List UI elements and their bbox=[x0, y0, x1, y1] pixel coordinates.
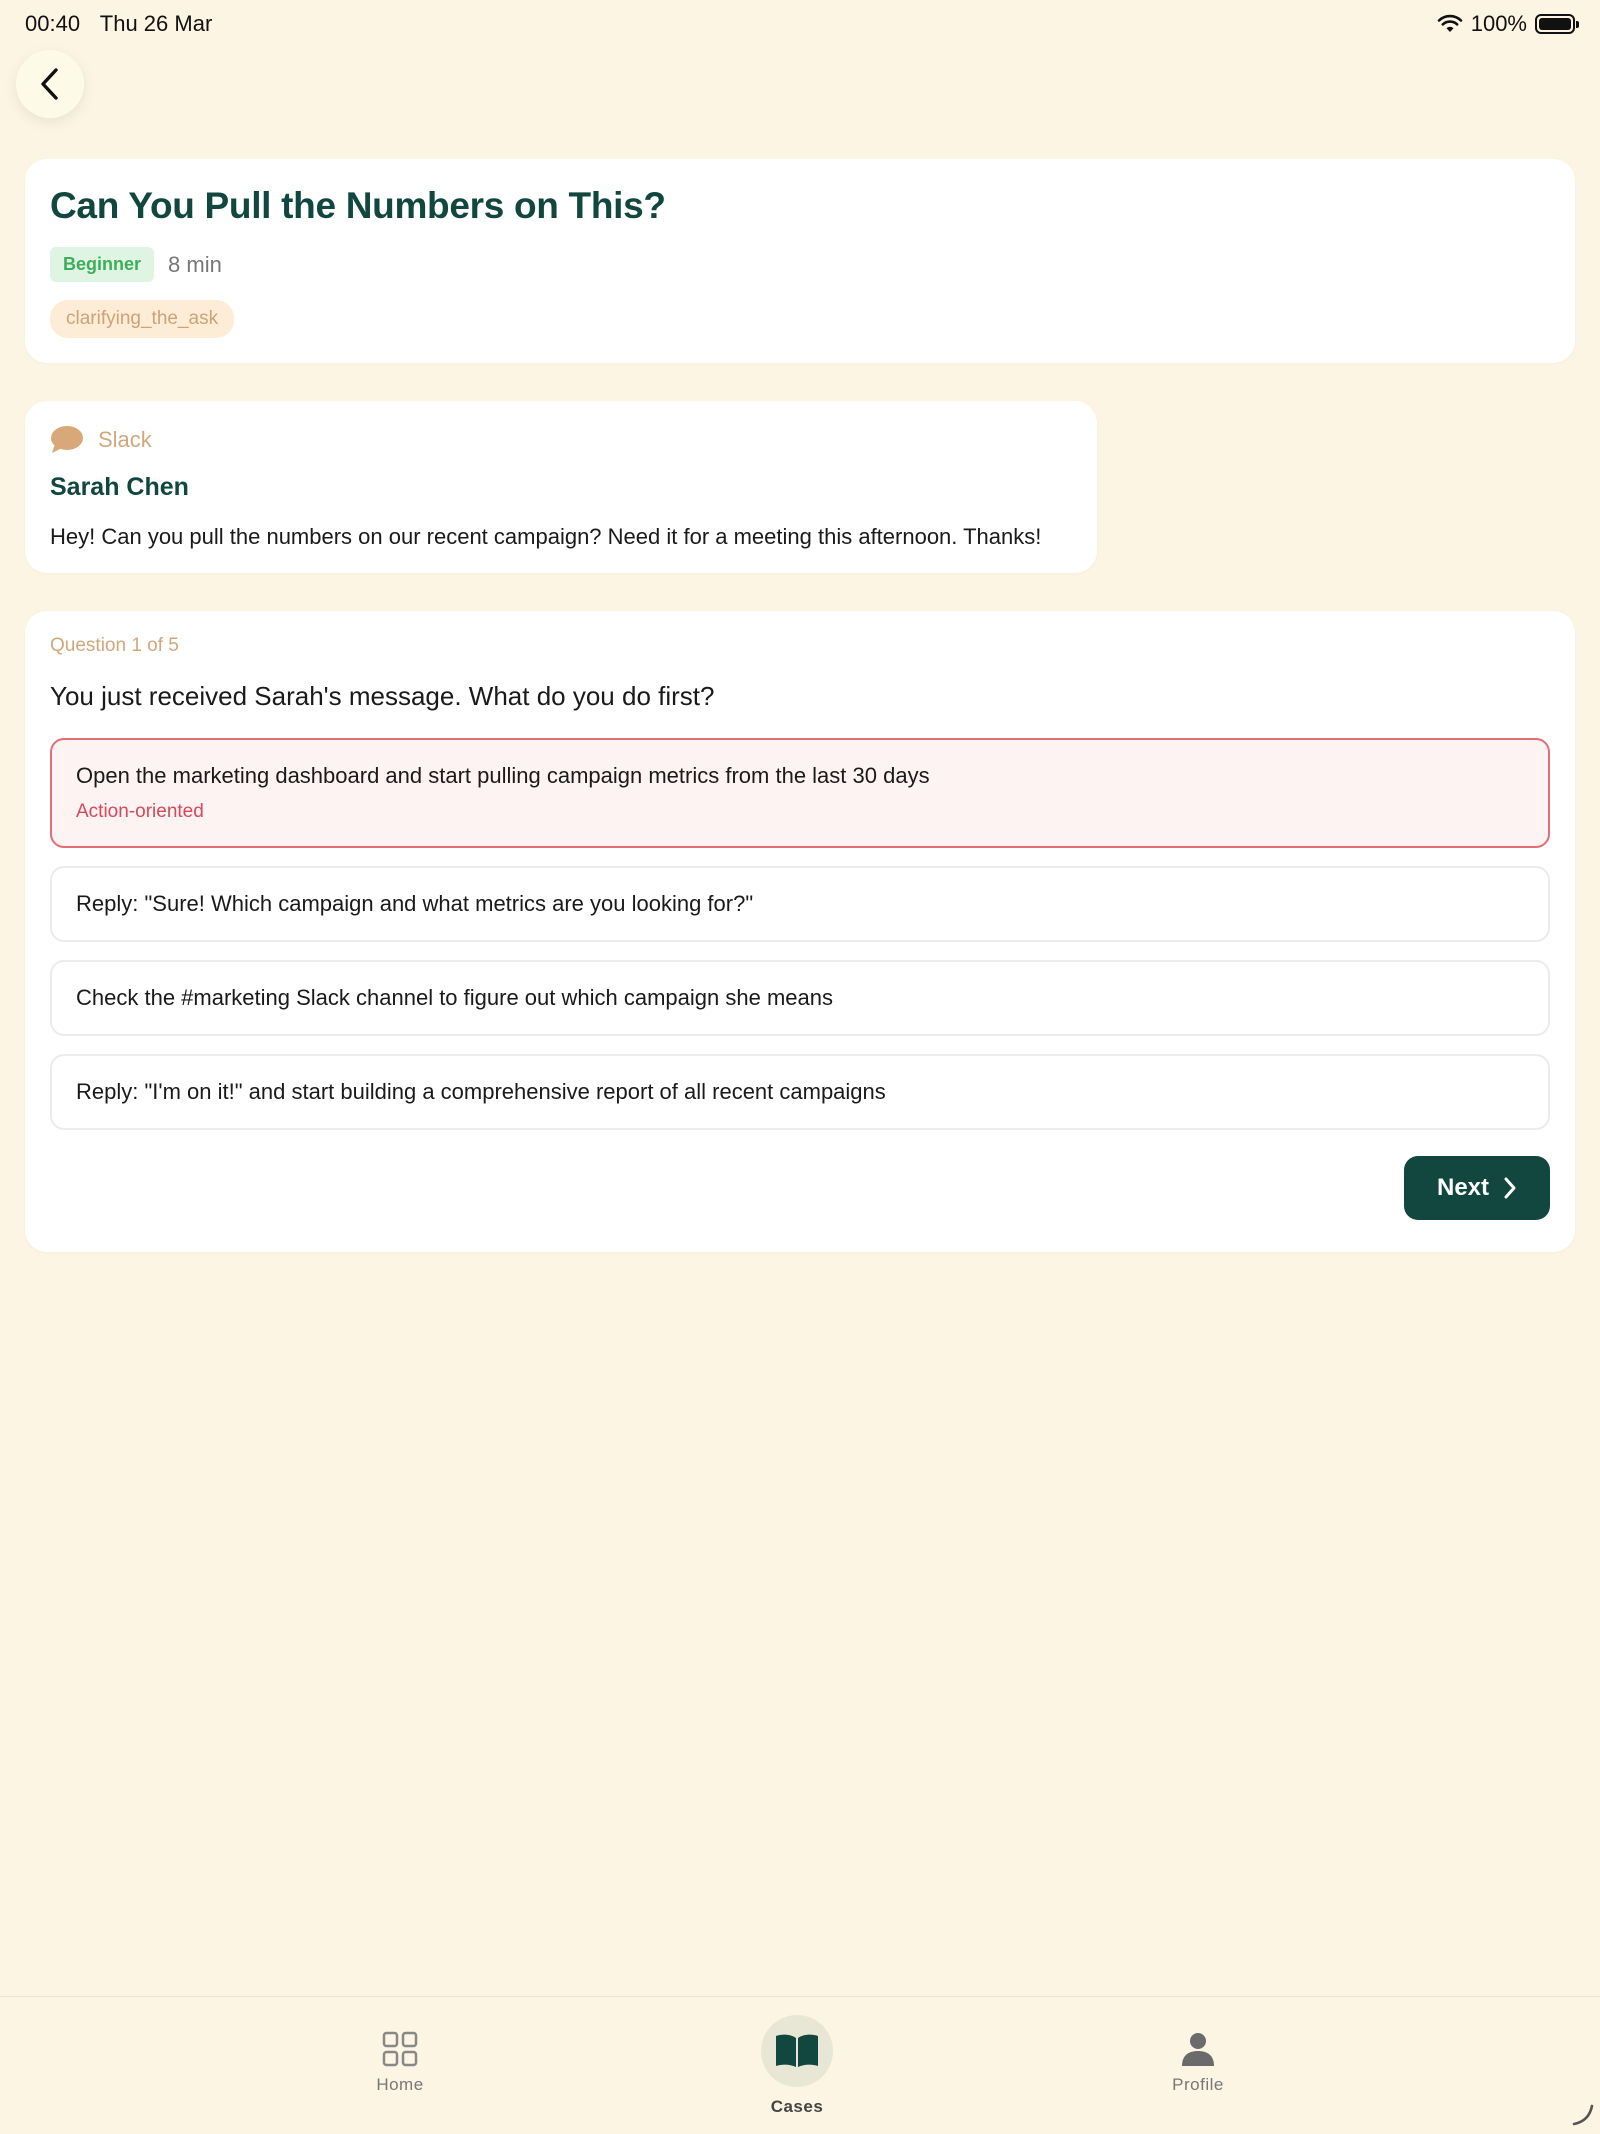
answer-option-4[interactable] bbox=[50, 1054, 1550, 1130]
wifi-icon bbox=[1437, 14, 1463, 34]
next-row bbox=[50, 1156, 1550, 1220]
duration-label: 8 min bbox=[168, 251, 222, 277]
answer-options bbox=[50, 738, 1550, 1130]
sender-name: Sarah Chen bbox=[50, 473, 189, 501]
resize-handle-icon bbox=[1572, 2104, 1594, 2126]
open-book-icon bbox=[774, 2032, 820, 2070]
battery-percent: 100% bbox=[1470, 11, 1527, 36]
next-button[interactable] bbox=[1404, 1156, 1550, 1220]
battery-icon bbox=[1535, 14, 1575, 34]
chevron-right-icon bbox=[1503, 1176, 1517, 1200]
chat-bubble-icon bbox=[50, 425, 84, 455]
question-counter: Question 1 of 5 bbox=[50, 635, 179, 656]
status-date: Thu 26 Mar bbox=[99, 11, 213, 36]
page-title: Can You Pull the Numbers on This? bbox=[50, 185, 666, 226]
question-card bbox=[25, 611, 1575, 1252]
answer-option-text: Reply: "I'm on it!" and start building a comprehensive report of all recent campaigns bbox=[76, 1079, 886, 1104]
message-source-row bbox=[50, 425, 1072, 455]
tab-profile-label: Profile bbox=[1172, 2075, 1224, 2094]
tab-profile[interactable] bbox=[1160, 2031, 1236, 2095]
message-card bbox=[25, 401, 1097, 573]
question-text: You just received Sarah's message. What do you do first? bbox=[50, 681, 715, 711]
person-icon bbox=[1180, 2031, 1216, 2067]
answer-option-hint: Action-oriented bbox=[76, 801, 204, 822]
tab-cases-active-indicator bbox=[761, 2015, 833, 2087]
battery-fill bbox=[1539, 18, 1571, 30]
answer-option-1[interactable] bbox=[50, 738, 1550, 848]
chevron-left-icon bbox=[38, 67, 62, 101]
difficulty-badge: Beginner bbox=[50, 247, 154, 282]
status-time: 00:40 bbox=[25, 11, 81, 36]
answer-option-text: Open the marketing dashboard and start pulling campaign metrics from the last 30 days bbox=[76, 763, 930, 788]
message-text: Hey! Can you pull the numbers on our recent campaign? Need it for a meeting this afternoon. Thanks! bbox=[50, 524, 1042, 549]
message-source-label: Slack bbox=[98, 427, 152, 452]
tab-cases[interactable] bbox=[760, 2015, 834, 2117]
status-right bbox=[1437, 11, 1575, 37]
meta-row bbox=[50, 247, 1550, 282]
status-left bbox=[25, 11, 226, 37]
answer-option-text: Check the #marketing Slack channel to figure out which campaign she means bbox=[76, 985, 833, 1010]
next-button-label: Next bbox=[1436, 1174, 1490, 1201]
tab-cases-label: Cases bbox=[770, 2097, 824, 2116]
back-button[interactable] bbox=[16, 50, 84, 118]
tab-home[interactable] bbox=[360, 2031, 440, 2095]
answer-option-text: Reply: "Sure! Which campaign and what metrics are you looking for?" bbox=[76, 891, 754, 916]
status-bar bbox=[0, 0, 1600, 48]
tab-home-label: Home bbox=[376, 2075, 424, 2094]
grid-icon bbox=[382, 2031, 418, 2067]
answer-option-2[interactable] bbox=[50, 866, 1550, 942]
case-header-card bbox=[25, 159, 1575, 363]
skill-tag-chip: clarifying_the_ask bbox=[50, 300, 234, 338]
answer-option-3[interactable] bbox=[50, 960, 1550, 1036]
bottom-tab-bar bbox=[0, 1996, 1600, 2134]
